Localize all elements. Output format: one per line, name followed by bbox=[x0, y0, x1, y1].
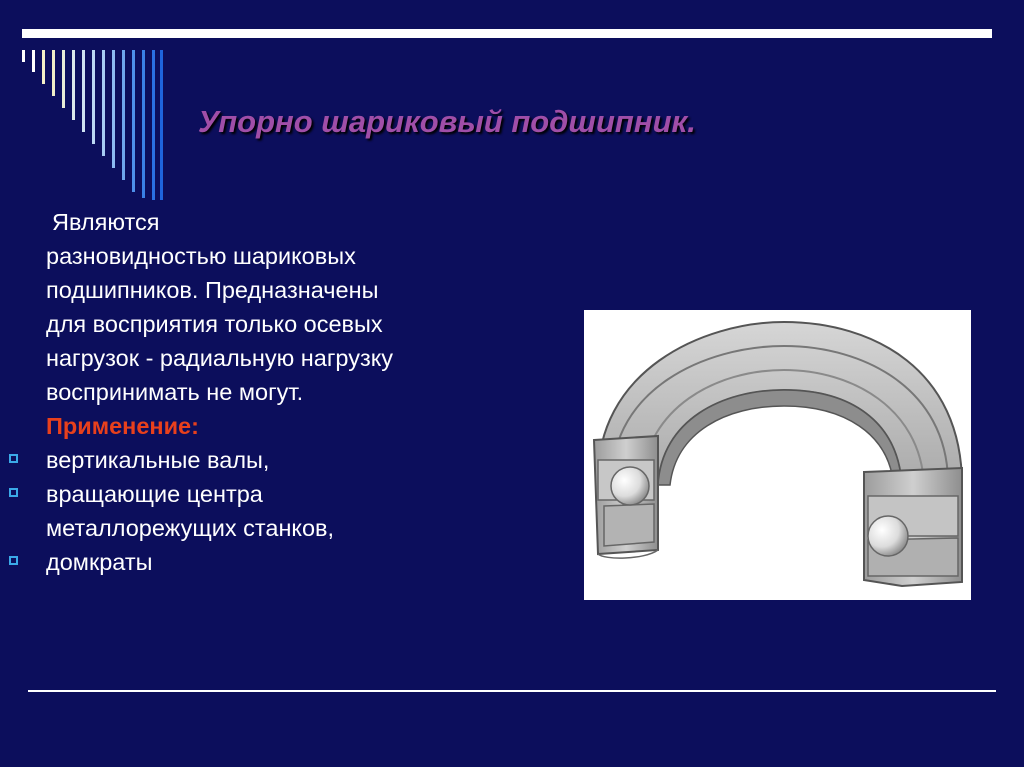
intro-paragraph bbox=[46, 205, 496, 409]
thrust-bearing-illustration bbox=[584, 310, 971, 600]
list-item-line: вертикальные валы, bbox=[46, 447, 270, 473]
list-item bbox=[36, 443, 496, 477]
list-item-line: вращающие центра bbox=[46, 481, 263, 507]
intro-line: воспринимать не могут. bbox=[46, 379, 304, 405]
list-item bbox=[36, 477, 496, 545]
intro-line: Являются bbox=[52, 209, 160, 235]
list-item-line: домкраты bbox=[46, 549, 153, 575]
hollow-square-bullet-icon bbox=[9, 556, 18, 565]
intro-line: для восприятия только осевых bbox=[46, 311, 383, 337]
list-item-line: металлорежущих станков, bbox=[46, 515, 335, 541]
bottom-rule bbox=[28, 690, 996, 692]
intro-line: нагрузок - радиальную нагрузку bbox=[46, 345, 394, 371]
intro-line: разновидностью шариковых bbox=[46, 243, 356, 269]
hollow-square-bullet-icon bbox=[9, 454, 18, 463]
application-list bbox=[36, 443, 496, 579]
slide-title: Упорно шариковый подшипник. bbox=[198, 104, 696, 139]
hollow-square-bullet-icon bbox=[9, 488, 18, 497]
list-item bbox=[36, 545, 496, 579]
application-heading: Применение: bbox=[46, 413, 199, 439]
intro-line: подшипников. Предназначены bbox=[46, 277, 379, 303]
bearing-image bbox=[584, 310, 971, 600]
top-rule bbox=[22, 29, 992, 38]
body-text bbox=[36, 205, 496, 579]
